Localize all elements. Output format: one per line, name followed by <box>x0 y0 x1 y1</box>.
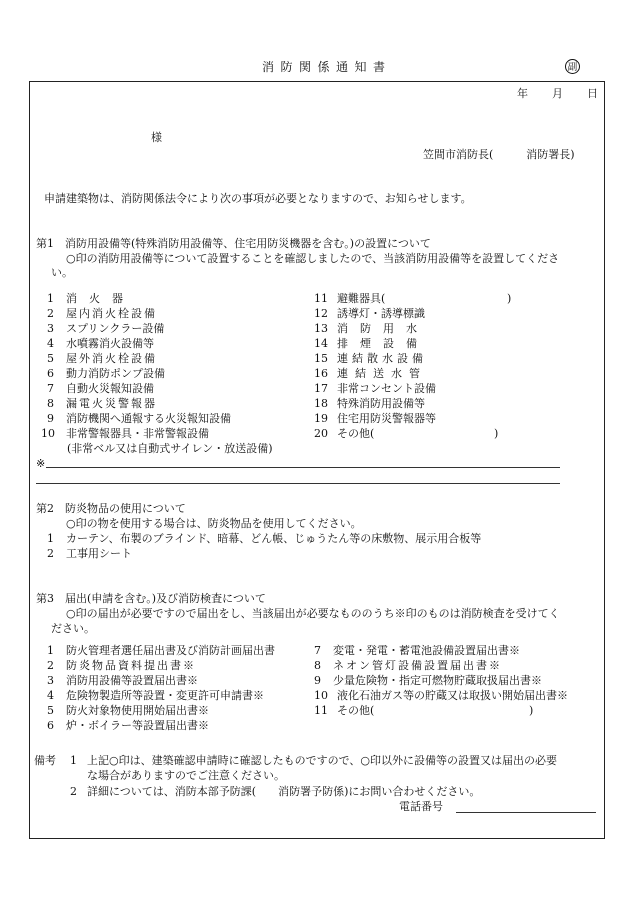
list-item: 11 その他( <box>314 704 375 717</box>
list-item: 9 消防機関へ通報する火災報知設備 <box>47 412 231 425</box>
list-item: 2 防炎物品資料提出書※ <box>47 659 196 672</box>
section1-heading: 第1 消防用設備等(特殊消防用設備等、住宅用防災機器を含む。)の設置について <box>36 237 431 250</box>
list-item: 12 誘導灯・誘導標識 <box>314 307 425 320</box>
list-item: 14 排煙設備 <box>314 337 429 350</box>
list-item: 13 消防用水 <box>314 322 429 335</box>
remark-mark: ※ <box>36 457 46 470</box>
section2-note: ○印の物を使用する場合は、防炎物品を使用してください。 <box>66 517 362 530</box>
list-item: 5 防火対象物使用開始届出書※ <box>47 704 209 717</box>
list-item: 10 液化石油ガス等の貯蔵又は取扱い開始届出書※ <box>314 689 568 702</box>
list-item: 11 避難器具( <box>314 292 386 305</box>
phone-line <box>456 812 596 813</box>
section1-note: ○印の消防用設備等について設置することを確認しましたので、当該消防用設備等を設置してくださ <box>66 252 560 265</box>
remark-number: 1 <box>70 754 77 767</box>
section1-note-cont: い。 <box>51 266 73 279</box>
intro-text: 申請建築物は、消防関係法令により次の事項が必要となりますので、お知らせします。 <box>44 192 472 205</box>
list-item: 4 水噴霧消火設備等 <box>47 337 154 350</box>
list-item: 5 屋外消火栓設備 <box>47 352 157 365</box>
section3-note: ○印の届出が必要ですので届出をし、当該届出が必要なもののうち※印のものは消防検査を受けてく <box>66 607 560 620</box>
list-item: 10 非常警報器具・非常警報設備 <box>41 427 209 440</box>
list-item: 4 危険物製造所等設置・変更許可申請書※ <box>47 689 264 702</box>
sender: 笠間市消防長( 消防署長) <box>423 148 575 161</box>
phone-label: 電話番号 <box>399 800 443 813</box>
remarks-label: 備考 <box>34 754 56 767</box>
list-item: 2 工事用シート <box>47 547 132 560</box>
date-day: 日 <box>587 87 598 100</box>
list-item: 6 炉・ボイラー等設置届出書※ <box>47 719 209 732</box>
remark-line <box>46 467 560 468</box>
list-item: 15 連結散水設備 <box>314 352 427 365</box>
list-item: 18 特殊消防用設備等 <box>314 397 425 410</box>
list-item-sub: (非常ベル又は自動式サイレン・放送設備) <box>67 442 273 455</box>
list-item: 3 消防用設備等設置届出書※ <box>47 674 198 687</box>
remark-text: 上記○印は、建築確認申請時に確認したものですので、○印以外に設備等の設置又は届出の必要 <box>87 754 557 767</box>
date-year: 年 <box>517 87 528 100</box>
list-item: 1 消火器 <box>47 292 135 305</box>
duplicate-seal: 副 <box>565 59 580 74</box>
list-item: 7 自動火災報知設備 <box>47 382 154 395</box>
list-item: 9 少量危険物・指定可燃物貯蔵取扱届出書※ <box>314 674 542 687</box>
list-item: 1 防火管理者選任届出書及び消防計画届出書 <box>47 644 275 657</box>
list-item-close: ) <box>494 427 499 440</box>
page-title: 消防関係通知書 <box>262 60 392 74</box>
date-month: 月 <box>552 87 563 100</box>
remark-number: 2 <box>70 785 77 798</box>
list-item: 8 漏電火災警報器 <box>47 397 157 410</box>
section2-heading: 第2 防炎物品の使用について <box>36 502 186 515</box>
list-item: 20 その他( <box>314 427 375 440</box>
list-item: 17 非常コンセント設備 <box>314 382 436 395</box>
list-item: 6 動力消防ポンプ設備 <box>47 367 165 380</box>
list-item: 2 屋内消火栓設備 <box>47 307 157 320</box>
list-item: 16 連結送水管 <box>314 367 427 380</box>
section3-heading: 第3 届出(申請を含む。)及び消防検査について <box>36 592 266 605</box>
list-item-close: ) <box>507 292 512 305</box>
remark-text-cont: な場合がありますのでご注意ください。 <box>87 769 285 782</box>
remark-line <box>36 483 560 484</box>
section3-note-cont: ださい。 <box>51 622 95 635</box>
addressee-suffix: 様 <box>151 131 162 144</box>
list-item: 1 カーテン、布製のブラインド、暗幕、どん帳、じゅうたん等の床敷物、展示用合板等 <box>47 532 482 545</box>
list-item: 8 ネオン管灯設備設置届出書※ <box>314 659 502 672</box>
list-item-close: ) <box>529 704 534 717</box>
remark-text: 詳細については、消防本部予防課( 消防署予防係)にお問い合わせください。 <box>87 785 481 798</box>
list-item: 19 住宅用防災警報器等 <box>314 412 436 425</box>
list-item: 3 スプリンクラー設備 <box>47 322 165 335</box>
list-item: 7 変電・発電・蓄電池設備設置届出書※ <box>314 644 520 657</box>
